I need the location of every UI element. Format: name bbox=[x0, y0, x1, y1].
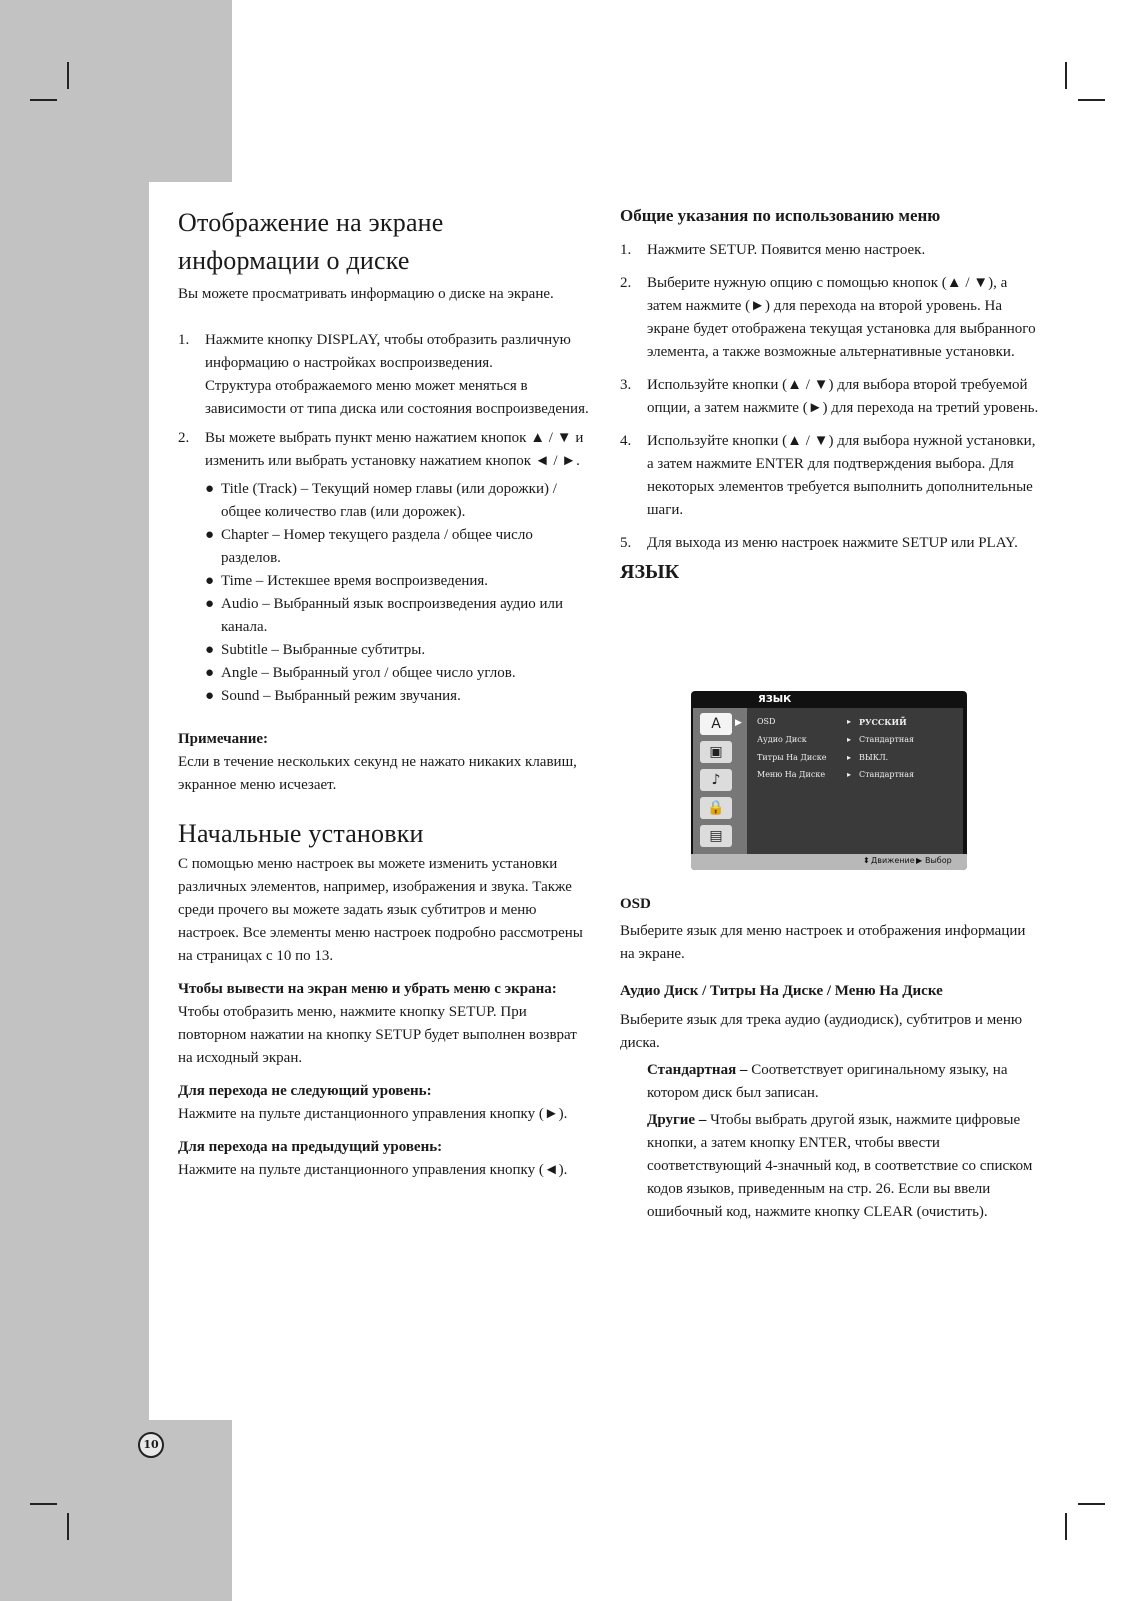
crop-mark bbox=[30, 99, 57, 101]
list-item: ● Chapter – Номер текущего раздела / общее число разделов. bbox=[205, 527, 533, 566]
step-number: 2. bbox=[178, 430, 190, 446]
menu-options bbox=[747, 708, 963, 854]
section-title-setup: Начальные установки bbox=[178, 819, 424, 848]
step-text: Используйте кнопки (▲ / ▼) для выбора второй требуемой опции, а затем нажмите (►) для перехода на третий уровень. bbox=[647, 377, 1039, 416]
gray-margin-bottom bbox=[0, 1420, 232, 1601]
crop-mark bbox=[1078, 1503, 1105, 1505]
step-text: Для выхода из меню настроек нажмите SETUP или PLAY. bbox=[647, 535, 1018, 551]
option-label: Стандартная – bbox=[647, 1062, 748, 1078]
left-column bbox=[178, 204, 593, 1182]
step-number: 2. bbox=[620, 275, 632, 291]
other-icon: ▤ bbox=[700, 825, 732, 847]
selected-arrow-icon: ▶ bbox=[735, 717, 742, 727]
list-item bbox=[620, 239, 1040, 262]
note-label: Примечание: bbox=[178, 731, 269, 747]
crop-mark bbox=[67, 1513, 69, 1540]
play-icon: ▶ bbox=[916, 856, 923, 865]
list-item: ● Angle – Выбранный угол / общее число углов. bbox=[205, 665, 516, 681]
bullet-text: Sound – Выбранный режим звучания. bbox=[221, 688, 461, 704]
option-text: Чтобы выбрать другой язык, нажмите цифровые кнопки, а затем кнопку ENTER, чтобы ввести соответствующий 4-значный код, в соответствие со списком кодов языков, приведенным на стр. 26. Если вы ввели ошибочный код, нажмите кнопку CLEAR (очистить). bbox=[647, 1112, 1033, 1220]
note-text: Если в течение нескольких секунд не нажато никаких клавиш, экранное меню исчезает. bbox=[178, 754, 577, 793]
setup-menu-screen bbox=[691, 691, 967, 870]
menu-category-bar bbox=[693, 708, 747, 854]
standard-option bbox=[620, 1059, 1040, 1105]
osd-text: Выберите язык для меню настроек и отображения информации на экране. bbox=[620, 923, 1026, 962]
option-label: Другие – bbox=[647, 1112, 707, 1128]
arrow-icon: ▸ bbox=[847, 735, 852, 744]
step-text: Вы можете выбрать пункт меню нажатием кнопок ▲ / ▼ и изменить или выбрать установку нажатием кнопок ◄ / ►. bbox=[205, 430, 584, 469]
page-number: 10 bbox=[138, 1432, 164, 1458]
crop-mark bbox=[1078, 99, 1105, 101]
bullet-text: Title (Track) – Текущий номер главы (или дорожки) / общее количество глав (или дорожек). bbox=[221, 481, 557, 520]
step-text: Структура отображаемого меню может меняться в зависимости от типа диска или состояния воспроизведения. bbox=[205, 378, 589, 417]
list-item bbox=[620, 272, 1040, 364]
crop-mark bbox=[1065, 62, 1067, 89]
display-icon: ▣ bbox=[700, 741, 732, 763]
menu-row-value: Стандартная bbox=[859, 770, 915, 779]
arrow-icon: ▸ bbox=[847, 770, 852, 779]
title-line: Отображение на экране bbox=[178, 208, 444, 237]
up-down-icon: ⬍ bbox=[863, 856, 870, 865]
osd-heading: OSD bbox=[620, 896, 651, 912]
menu-title: ЯЗЫК bbox=[758, 694, 792, 705]
step-number: 1. bbox=[620, 242, 632, 258]
bullet-text: Chapter – Номер текущего раздела / общее число разделов. bbox=[221, 527, 533, 566]
step-text: Нажмите SETUP. Появится меню настроек. bbox=[647, 242, 926, 258]
step-number: 1. bbox=[178, 332, 190, 348]
menu-footer bbox=[691, 854, 967, 870]
bullet-text: Audio – Выбранный язык воспроизведения аудио или канала. bbox=[221, 596, 564, 635]
bullet-text: Angle – Выбранный угол / общее число углов. bbox=[221, 665, 516, 681]
crop-mark bbox=[30, 1503, 57, 1505]
list-item: ● Time – Истекшее время воспроизведения. bbox=[205, 573, 489, 589]
language-heading: ЯЗЫК bbox=[620, 561, 680, 583]
subheading: Чтобы вывести на экран меню и убрать меню с экрана: bbox=[178, 981, 557, 997]
menu-usage-heading: Общие указания по использованию меню bbox=[620, 206, 941, 225]
menu-row-label: Аудио Диск bbox=[757, 735, 807, 744]
bullet-text: Time – Истекшее время воспроизведения. bbox=[221, 573, 489, 589]
audio-text: Выберите язык для трека аудио (аудиодиск), субтитров и меню диска. bbox=[620, 1012, 1023, 1051]
list-item: ● Sound – Выбранный режим звучания. bbox=[205, 688, 461, 704]
step-text: Используйте кнопки (▲ / ▼) для выбора нужной установки, а затем нажмите ENTER для подтверждения выбора. Для некоторых элементов требуется выполнить дополнительные шаги. bbox=[647, 433, 1036, 518]
subheading: Для перехода на предыдущий уровень: bbox=[178, 1139, 443, 1155]
list-item bbox=[178, 427, 593, 473]
menu-row-label: Меню На Диске bbox=[757, 770, 826, 779]
subheading: Для перехода не следующий уровень: bbox=[178, 1083, 432, 1099]
list-item bbox=[620, 374, 1040, 420]
list-item bbox=[620, 430, 1040, 522]
arrow-icon: ▸ bbox=[847, 717, 852, 726]
gray-margin-top bbox=[0, 0, 232, 182]
crop-mark bbox=[67, 62, 69, 89]
option-text: Соответствует оригинальному языку, на котором диск был записан. bbox=[647, 1062, 1008, 1101]
lock-icon: 🔒 bbox=[700, 797, 732, 819]
footer-select: Выбор bbox=[925, 856, 952, 865]
list-item: ● Subtitle – Выбранные субтитры. bbox=[205, 642, 426, 658]
crop-mark bbox=[1065, 1513, 1067, 1540]
setup-intro: С помощью меню настроек вы можете изменить установки различных элементов, например, изображения и звука. Также среди прочего вы можете задать язык субтитров и меню настроек. Все элементы меню настроек подробно рассмотрены на страницах с 10 по 13. bbox=[178, 856, 583, 964]
step-number: 5. bbox=[620, 535, 632, 551]
list-item: ● Audio – Выбранный язык воспроизведения аудио или канала. bbox=[205, 596, 564, 635]
step-number: 4. bbox=[620, 433, 632, 449]
right-column-lower bbox=[620, 893, 1040, 1224]
step-number: 3. bbox=[620, 377, 632, 393]
audio-heading: Аудио Диск / Титры На Диске / Меню На Диске bbox=[620, 983, 943, 999]
step-text: Нажмите кнопку DISPLAY, чтобы отобразить различную информацию о настройках воспроизведения. bbox=[205, 332, 571, 371]
subheading-text: Нажмите на пульте дистанционного управления кнопку (◄). bbox=[178, 1162, 568, 1178]
menu-row-value: РУССКИЙ bbox=[859, 717, 907, 727]
subheading-text: Нажмите на пульте дистанционного управления кнопку (►). bbox=[178, 1106, 568, 1122]
footer-move: Движение bbox=[871, 856, 915, 865]
gray-margin-band bbox=[0, 0, 149, 1601]
menu-row-value: ВЫКЛ. bbox=[859, 753, 889, 762]
subheading-text: Чтобы отобразить меню, нажмите кнопку SETUP. При повторном нажатии на кнопку SETUP будет выполнен возврат на исходный экран. bbox=[178, 1004, 577, 1066]
intro-text: Вы можете просматривать информацию о диске на экране. bbox=[178, 286, 554, 302]
other-option bbox=[620, 1109, 1040, 1224]
language-icon: A bbox=[700, 713, 732, 735]
menu-row-label: Титры На Диске bbox=[757, 753, 827, 762]
arrow-icon: ▸ bbox=[847, 753, 852, 762]
menu-row-value: Стандартная bbox=[859, 735, 915, 744]
list-item bbox=[620, 532, 1040, 555]
right-column bbox=[620, 204, 1040, 593]
list-item bbox=[178, 329, 593, 421]
step-text: Выберите нужную опцию с помощью кнопок (▲ / ▼), а затем нажмите (►) для перехода на второй уровень. На экране будет отображена текущая установка для выбранного элемента, а также возможные альтернативные установки. bbox=[647, 275, 1036, 360]
menu-row-label: OSD bbox=[757, 717, 776, 726]
bullet-list bbox=[178, 478, 593, 708]
bullet-text: Subtitle – Выбранные субтитры. bbox=[221, 642, 426, 658]
audio-icon: ♪ bbox=[700, 769, 732, 791]
section-title-disc-info bbox=[178, 204, 593, 280]
title-line: информации о диске bbox=[178, 246, 410, 275]
list-item: ● Title (Track) – Текущий номер главы (или дорожки) / общее количество глав (или дорожек). bbox=[205, 481, 557, 520]
